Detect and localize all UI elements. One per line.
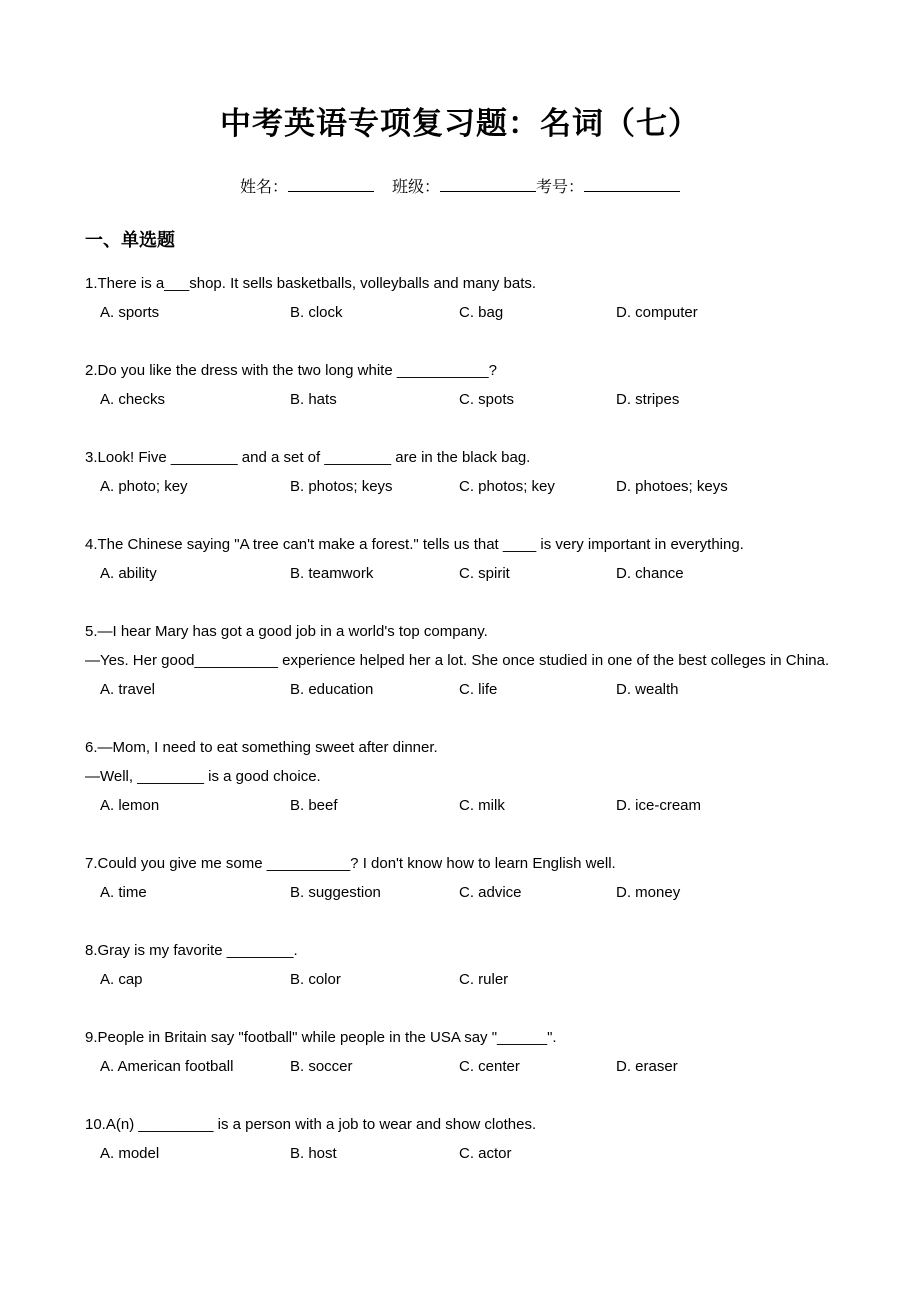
exam-no-label: 考号： [536, 179, 585, 196]
question-9-option-a: A. American football [100, 1058, 234, 1075]
question-2-option-a: A. checks [100, 391, 166, 408]
question-9 [85, 1023, 906, 1081]
question-5 [85, 617, 906, 704]
question-5-option-b: B. education [290, 681, 374, 698]
question-4-option-d: D. chance [616, 565, 684, 582]
question-2-options [85, 385, 906, 414]
question-1-option-a: A. sports [100, 304, 160, 321]
question-6-option-b: B. beef [290, 797, 338, 814]
question-10-option-a: A. model [100, 1145, 160, 1162]
question-7-option-d: D. money [616, 884, 681, 901]
question-5-option-a: A. travel [100, 681, 156, 698]
name-label: 姓名： [239, 179, 288, 196]
question-10-options [85, 1139, 906, 1168]
question-6-options [85, 791, 906, 820]
question-9-option-d: D. eraser [616, 1058, 678, 1075]
question-5-option-c: C. life [459, 681, 498, 698]
question-10-stem: 10.A(n) _________ is a person with a job to wear and show clothes. [85, 1116, 537, 1133]
question-10 [85, 1110, 906, 1168]
question-9-option-b: B. soccer [290, 1058, 353, 1075]
question-7-stem: 7.Could you give me some __________? I don't know how to learn English well. [85, 855, 616, 872]
question-5-stem-line-2: —Yes. Her good__________ experience helped her a lot. She once studied in one of the best colleges in China. [85, 652, 830, 669]
question-4-option-b: B. teamwork [290, 565, 374, 582]
question-1-option-b: B. clock [290, 304, 343, 321]
page-title: 中考英语专项复习题：名词（七） [220, 106, 700, 141]
question-6 [85, 733, 906, 820]
question-9-option-c: C. center [459, 1058, 520, 1075]
question-2-option-b: B. hats [290, 391, 337, 408]
question-1-option-c: C. bag [459, 304, 504, 321]
question-9-options [85, 1052, 906, 1081]
question-1 [85, 269, 906, 327]
section-heading: 一、单选题 [85, 230, 175, 250]
question-4-stem: 4.The Chinese saying "A tree can't make a forest." tells us that ____ is very important in everything. [85, 536, 744, 553]
question-3 [85, 443, 906, 501]
question-2-stem: 2.Do you like the dress with the two long white ___________? [85, 362, 497, 379]
exam-no-blank [584, 176, 680, 192]
question-3-option-a: A. photo; key [100, 478, 188, 495]
question-10-option-b: B. host [290, 1145, 337, 1162]
question-7-option-c: C. advice [459, 884, 522, 901]
question-2-option-d: D. stripes [616, 391, 680, 408]
name-blank [288, 176, 374, 192]
question-4-option-a: A. ability [100, 565, 157, 582]
questions-section [0, 230, 920, 1168]
question-4-options [85, 559, 906, 588]
question-2 [85, 356, 906, 414]
question-8-options [85, 965, 906, 994]
question-7 [85, 849, 906, 907]
question-4 [85, 530, 906, 588]
question-3-options [85, 472, 906, 501]
question-6-stem-line-2: —Well, ________ is a good choice. [85, 768, 321, 785]
question-3-stem: 3.Look! Five ________ and a set of ________ are in the black bag. [85, 449, 531, 466]
question-1-option-d: D. computer [616, 304, 698, 321]
question-6-option-c: C. milk [459, 797, 505, 814]
question-10-option-c: C. actor [459, 1145, 512, 1162]
question-3-option-c: C. photos; key [459, 478, 555, 495]
question-9-stem: 9.People in Britain say "football" while people in the USA say "______". [85, 1029, 557, 1046]
question-6-stem-line-1: 6.—Mom, I need to eat something sweet after dinner. [85, 739, 438, 756]
question-7-option-a: A. time [100, 884, 147, 901]
question-6-option-d: D. ice-cream [616, 797, 702, 814]
question-7-option-b: B. suggestion [290, 884, 381, 901]
question-7-options [85, 878, 906, 907]
question-5-options [85, 675, 906, 704]
question-4-option-c: C. spirit [459, 565, 510, 582]
question-8-stem: 8.Gray is my favorite ________. [85, 942, 298, 959]
question-1-options [85, 298, 906, 327]
question-3-option-d: D. photoes; keys [616, 478, 728, 495]
question-8-option-b: B. color [290, 971, 341, 988]
class-label: 班级： [391, 179, 440, 196]
question-2-option-c: C. spots [459, 391, 515, 408]
question-5-option-d: D. wealth [616, 681, 679, 698]
class-blank [440, 176, 536, 192]
question-6-option-a: A. lemon [100, 797, 160, 814]
question-5-stem-line-1: 5.—I hear Mary has got a good job in a world's top company. [85, 623, 488, 640]
student-info-line [0, 176, 920, 199]
question-3-option-b: B. photos; keys [290, 478, 393, 495]
question-1-stem: 1.There is a___shop. It sells basketballs, volleyballs and many bats. [85, 275, 537, 292]
question-8-option-c: C. ruler [459, 971, 509, 988]
question-8 [85, 936, 906, 994]
question-8-option-a: A. cap [100, 971, 143, 988]
